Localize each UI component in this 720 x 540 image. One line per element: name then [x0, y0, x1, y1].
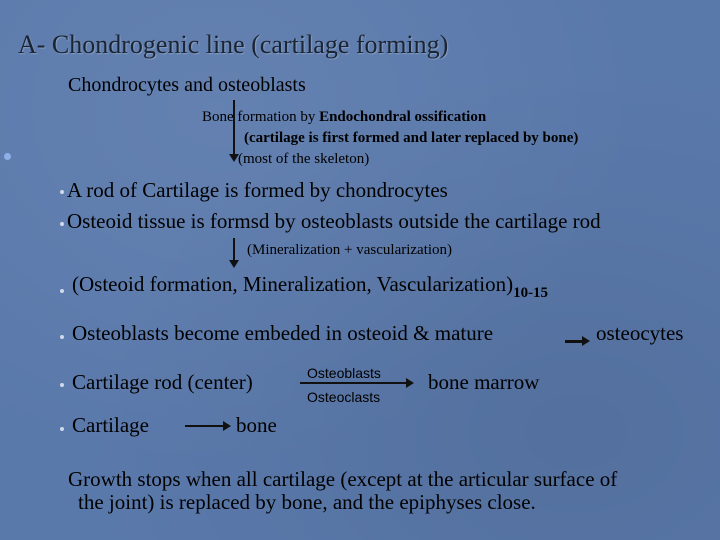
bone-formation-line1: [202, 109, 486, 126]
bullet-osteoid-formation: [72, 272, 548, 302]
osteoblasts-label: Osteoblasts: [307, 365, 381, 381]
bullet-osteoid-tissue: Osteoid tissue is formsd by osteoblasts outside the cartilage rod: [67, 209, 601, 233]
osteoclasts-label: Osteoclasts: [307, 389, 381, 405]
bone-formation-line3: (most of the skeleton): [238, 151, 370, 167]
bullet-dot-icon: [60, 383, 64, 387]
bullet-dot-icon: [60, 222, 64, 226]
bone-marrow-label: bone marrow: [428, 370, 540, 394]
bone-formation-prefix: Bone formation by: [202, 109, 320, 125]
bullet-cartilage-rod: A rod of Cartilage is formed by chondrocytes: [67, 178, 448, 202]
bone-formation-line2: (cartilage is first formed and later replaced by bone): [244, 130, 579, 146]
bullet-dot-icon: [4, 153, 11, 160]
growth-stops-line2: the joint) is replaced by bone, and the epiphyses close.: [78, 490, 536, 514]
growth-stops-line1: Growth stops when all cartilage (except at the articular surface of: [68, 467, 618, 491]
bone-label: bone: [236, 413, 277, 437]
bullet-osteoblasts-mature: Osteoblasts become embeded in osteoid & mature: [72, 321, 494, 345]
bullet-cartilage-rod-center: Cartilage rod (center): [72, 370, 253, 394]
bullet-cartilage: Cartilage: [72, 413, 149, 437]
osteocytes-label: osteocytes: [596, 321, 684, 345]
endochondral-ossification: Endochondral ossification: [319, 109, 487, 125]
bullet-dot-icon: [60, 427, 64, 431]
duration-subscript: 10-15: [513, 285, 549, 301]
bullet-dot-icon: [60, 190, 64, 194]
slide-title: A- Chondrogenic line (cartilage forming): [18, 30, 449, 59]
bullet-dot-icon: [60, 335, 64, 339]
osteoid-formation-text: (Osteoid formation, Mineralization, Vascularization): [72, 272, 514, 296]
bullet-dot-icon: [60, 289, 64, 293]
mineralization-note: (Mineralization + vascularization): [247, 242, 453, 258]
subtitle: Chondrocytes and osteoblasts: [68, 74, 306, 96]
